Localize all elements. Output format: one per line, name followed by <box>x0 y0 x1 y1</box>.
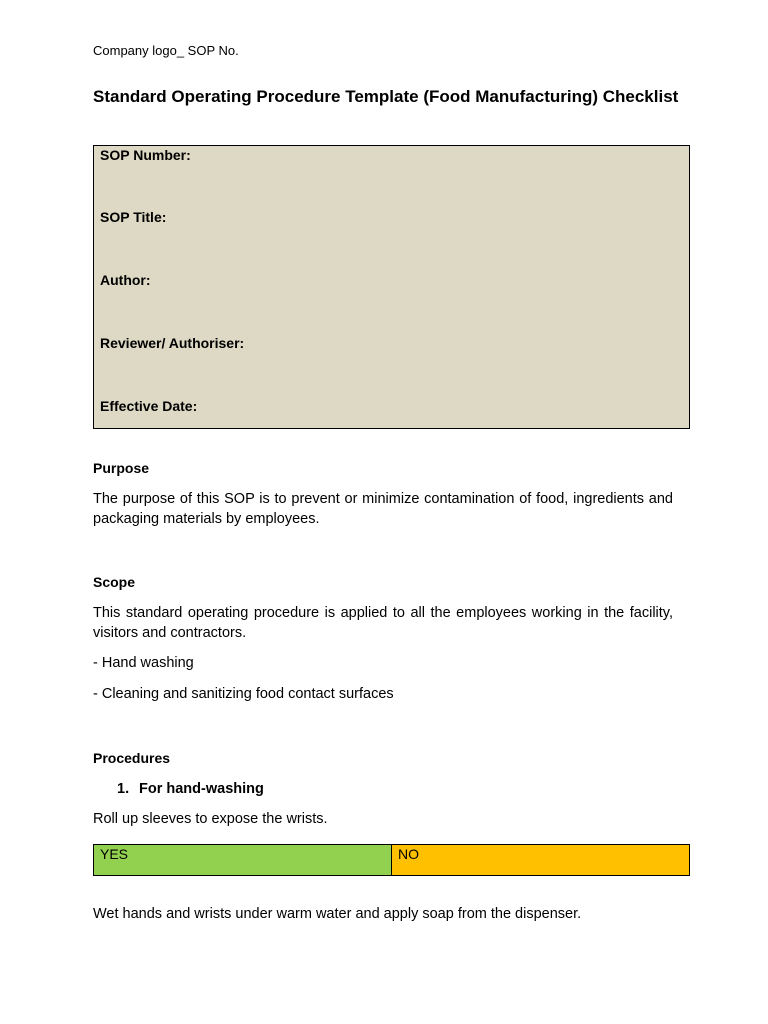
procedures-heading: Procedures <box>93 750 171 766</box>
purpose-text: The purpose of this SOP is to prevent or minimize contamination of food, ingredients and packaging materials by employees. <box>93 491 673 527</box>
no-cell[interactable]: NO <box>392 845 689 875</box>
author-label: Author: <box>100 272 151 288</box>
scope-heading: Scope <box>93 574 136 590</box>
document-title: Standard Operating Procedure Template (Food Manufacturing) Checklist <box>93 87 679 106</box>
sop-title-label: SOP Title: <box>100 209 167 225</box>
purpose-heading: Purpose <box>93 460 150 476</box>
step-title: For hand-washing <box>139 781 264 797</box>
scope-text: This standard operating procedure is applied to all the employees working in the facility, visitors and contractors. <box>93 605 673 641</box>
yes-cell[interactable]: YES <box>94 845 392 875</box>
reviewer-label: Reviewer/ Authoriser: <box>100 335 245 351</box>
scope-item-cleaning: - Cleaning and sanitizing food contact surfaces <box>93 686 394 702</box>
step-instruction-wet-hands: Wet hands and wrists under warm water and apply soap from the dispenser. <box>93 906 582 922</box>
scope-item-hand-washing: - Hand washing <box>93 655 194 671</box>
step-instruction-roll-sleeves: Roll up sleeves to expose the wrists. <box>93 811 328 827</box>
page-header: Company logo_ SOP No. <box>93 43 239 58</box>
sop-info-box <box>93 145 690 429</box>
step-number: 1. <box>117 781 130 797</box>
yes-no-checklist-row <box>93 844 690 876</box>
effective-date-label: Effective Date: <box>100 398 198 414</box>
sop-number-label: SOP Number: <box>100 147 191 163</box>
procedure-step-heading <box>117 781 264 797</box>
